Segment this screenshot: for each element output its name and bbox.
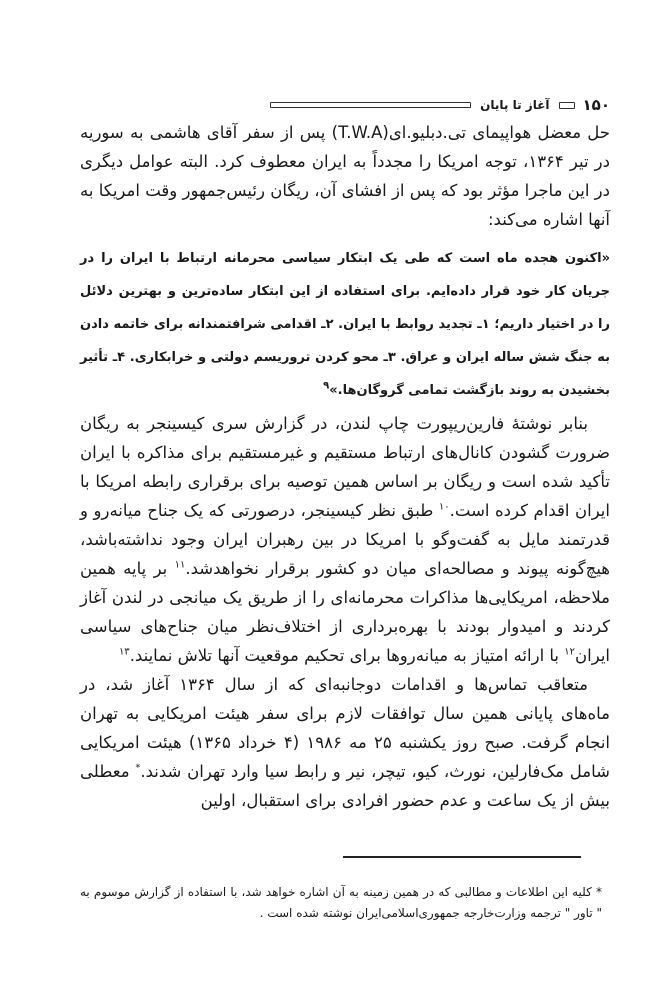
quotation [80, 242, 610, 407]
footnote-ref-13: ۱۳ [118, 646, 130, 658]
footnote-ref-12: ۱۲ [564, 646, 576, 658]
paragraph-2 [80, 409, 610, 670]
header-ornament-long [270, 102, 471, 108]
page-number: ۱۵۰ [582, 96, 610, 114]
paragraph-2-part-b: طبق نظر کیسینجر، درصورتی که یک جناح میانه‌رو و قدرتمند مایل به گفت‌وگو با امریکا در بین رهبران ایران وجود نداشته‌باشد، هیچ‌گونه پیوند و مصالحه‌ای میان دو کشور برقرار نخواهدشد. [80, 501, 610, 578]
main-text [80, 118, 610, 815]
quotation-text: «اکنون هجده ماه است که طی یک ابتکار سیاسی محرمانه ارتباط با ایران را در جریان کار خود قرار داده‌ایم. برای استفاده از این ابتکار ساده‌ترین و بهترین دلائل را در اختیار داریم؛ ۱ـ تجدید روابط با ایران. ۲ـ اقدامی شرافتمندانه برای خاتمه دادن به جنگ شش ساله ایران و عراق. ۳ـ محو کردن تروریسم دولتی و خرابکاری. ۴ـ تأثیر بخشیدن به روند بازگشت تمامی گروگان‌ها.» [80, 251, 610, 398]
paragraph-3-part-a: متعاقب تماس‌ها و اقدامات دوجانبه‌ای که از سال ۱۳۶۴ آغاز شد، در ماه‌های پایانی همین سال توافقات لازم برای سفر هیئت امریکایی به تهران انجام گرفت. صبح روز یکشنبه ۲۵ مه ۱۹۸۶ (۴ خرداد ۱۳۶۵) هیئت امریکایی شامل مک‌فارلین، نورث، کیو، تیچر، نیر و رابط سیا وارد تهران شدند. [80, 675, 610, 781]
paragraph-2-part-c: بر پایه همین ملاحظه، امریکایی‌ها مذاکرات محرمانه‌ای را از طریق یک میانجی در لندن آغاز کردند و امیدوار بودند با بهره‌برداری از اختلاف‌نظر میان جناح‌های سیاسی ایران [80, 559, 610, 665]
footnote: * کلیه این اطلاعات و مطالبی که در همین زمینه به آن اشاره خواهد شد، با استفاده از گزارش موسوم به " تاور " ترجمه وزارت‌خارجه جمهوری‌اسلامی‌ایران نوشته شده است . [80, 885, 602, 920]
paragraph-3 [80, 670, 610, 815]
paragraph-1: حل معضل هواپیمای تی.دبلیو.ای(T.W.A) پس از سفر آقای هاشمی به سوریه در تیر ۱۳۶۴، توجه امریکا را مجدداً به ایران معطوف کرد. البته عوامل دیگری در این ماجرا مؤثر بود که پس از افشای آن، ریگان رئیس‌جمهور وقت امریکا به آنها اشاره می‌کند: [80, 123, 611, 229]
footnote-divider [343, 856, 581, 858]
paragraph-2-part-a: بنابر نوشتهٔ فارین‌ریپورت چاپ لندن، در گزارش سری کیسینجر به ریگان ضرورت گشودن کانال‌های ارتباط مستقیم و غیرمستقیم برای مذاکره با ایران تأکید شده است و ریگان بر اساس همین توصیه برای برقراری رابطه امریکا با ایران اقدام کرده است. [80, 414, 610, 520]
paragraph-3-part-b: معطلی بیش از یک ساعت و عدم حضور افرادی برای استقبال، اولین [80, 762, 610, 810]
footnote-ref-9: ۹ [323, 380, 330, 392]
paragraph-2-part-d: با ارائه امتیاز به میانه‌روها برای تحکیم موقعیت آنها تلاش نمایند. [129, 646, 565, 665]
running-header [270, 94, 610, 116]
footnote-ref-10: ۱۰ [438, 501, 450, 513]
header-ornament-short [559, 102, 575, 109]
footnote-ref-11: ۱۱ [174, 559, 186, 571]
running-title: آغاز تا پایان [480, 98, 550, 112]
footnote-ref-star: * [135, 762, 141, 774]
